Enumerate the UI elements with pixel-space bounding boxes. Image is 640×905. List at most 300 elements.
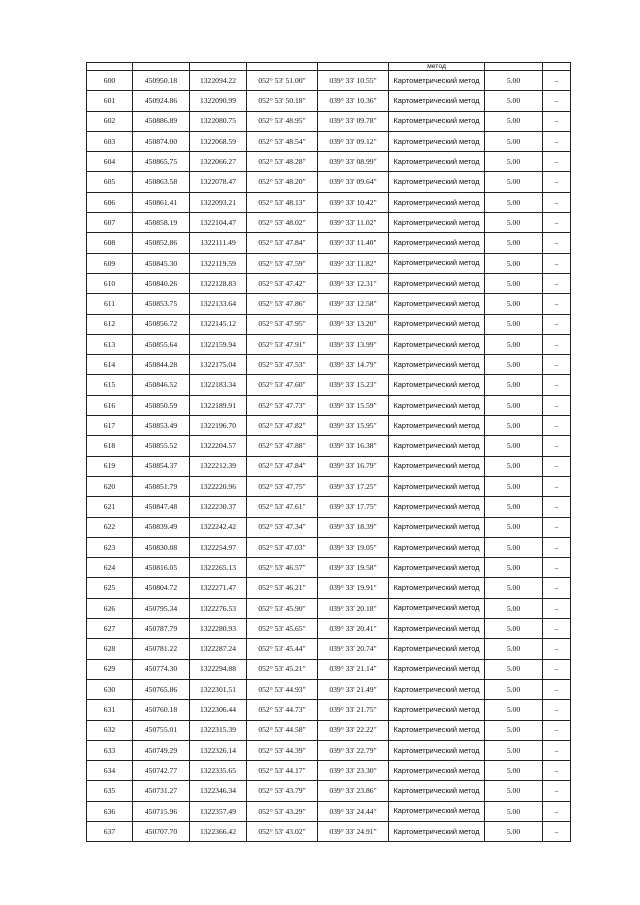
cell-y: 1322145.12 xyxy=(190,314,247,334)
cell-note: – xyxy=(543,395,571,415)
table-row xyxy=(87,639,571,659)
table-row xyxy=(87,395,571,415)
cell-lat: 052° 53' 45.21" xyxy=(247,659,318,679)
cell-note: – xyxy=(543,801,571,821)
cell-x: 450858.19 xyxy=(133,213,190,233)
cell-method: Картометрический метод xyxy=(389,720,485,740)
cell-note: – xyxy=(543,740,571,760)
cell-y: 1322301.51 xyxy=(190,679,247,699)
cell-lat: 052° 53' 46.21" xyxy=(247,578,318,598)
cell-num: 623 xyxy=(87,537,133,557)
cell-y: 1322111.49 xyxy=(190,233,247,253)
cell-method: Картометрический метод xyxy=(389,639,485,659)
cell-method: Картометрический метод xyxy=(389,111,485,131)
cell-x: 450715.96 xyxy=(133,801,190,821)
cell-lon: 039° 33' 12.58" xyxy=(318,294,389,314)
cell-x: 450787.79 xyxy=(133,619,190,639)
cell-y: 1322094.22 xyxy=(190,71,247,91)
cell-num: 609 xyxy=(87,253,133,273)
cell-lon: 039° 33' 19.05" xyxy=(318,537,389,557)
cell-num: 608 xyxy=(87,233,133,253)
cell-accuracy: 5.00 xyxy=(485,578,543,598)
cell-lat: 052° 53' 48.02" xyxy=(247,213,318,233)
cell-accuracy: 5.00 xyxy=(485,253,543,273)
cell-y: 1322093.21 xyxy=(190,192,247,212)
cell-note: – xyxy=(543,761,571,781)
cell-accuracy: 5.00 xyxy=(485,334,543,354)
cell-num: 624 xyxy=(87,558,133,578)
table-row xyxy=(87,91,571,111)
cell-lat: 052° 53' 48.20" xyxy=(247,172,318,192)
cell-note: – xyxy=(543,517,571,537)
cell-num: 622 xyxy=(87,517,133,537)
cell-x: 450765.86 xyxy=(133,679,190,699)
cell-lat: 052° 53' 47.42" xyxy=(247,273,318,293)
cell-x: 450846.52 xyxy=(133,375,190,395)
table-row xyxy=(87,578,571,598)
cell-x: 450830.08 xyxy=(133,537,190,557)
table-row xyxy=(87,71,571,91)
cell-num: 626 xyxy=(87,598,133,618)
cell-y: 1322287.24 xyxy=(190,639,247,659)
cell-accuracy: 5.00 xyxy=(485,781,543,801)
cell-lat: 052° 53' 47.60" xyxy=(247,375,318,395)
cell-lon: 039° 33' 18.39" xyxy=(318,517,389,537)
table-row xyxy=(87,294,571,314)
cell-x: 450742.77 xyxy=(133,761,190,781)
cell-method: Картометрический метод xyxy=(389,152,485,172)
cell-lon: 039° 33' 15.59" xyxy=(318,395,389,415)
cell-x: 450863.58 xyxy=(133,172,190,192)
cell-lon: 039° 33' 22.79" xyxy=(318,740,389,760)
cell-accuracy: 5.00 xyxy=(485,598,543,618)
cell-lon: 039° 33' 08.99" xyxy=(318,152,389,172)
cell-x: 450844.28 xyxy=(133,355,190,375)
cell-accuracy: 5.00 xyxy=(485,355,543,375)
cell-lat: 052° 53' 44.39" xyxy=(247,740,318,760)
cell-y: 1322159.94 xyxy=(190,334,247,354)
cell-note: – xyxy=(543,253,571,273)
cell-num: 604 xyxy=(87,152,133,172)
cell-lon: 039° 33' 11.40" xyxy=(318,233,389,253)
cell-lat: 052° 53' 51.00" xyxy=(247,71,318,91)
cell-accuracy: 5.00 xyxy=(485,821,543,841)
cell-accuracy: 5.00 xyxy=(485,740,543,760)
cell-method: Картометрический метод xyxy=(389,578,485,598)
cell-y: 1322183.34 xyxy=(190,375,247,395)
cell-num: 606 xyxy=(87,192,133,212)
cell-num xyxy=(87,63,133,71)
cell-num: 617 xyxy=(87,416,133,436)
table-body xyxy=(87,63,571,842)
cell-note: – xyxy=(543,416,571,436)
cell-x: 450850.59 xyxy=(133,395,190,415)
cell-lat: 052° 53' 48.13" xyxy=(247,192,318,212)
cell-lon: 039° 33' 09.12" xyxy=(318,131,389,151)
cell-lon: 039° 33' 23.86" xyxy=(318,781,389,801)
table-row xyxy=(87,375,571,395)
cell-accuracy: 5.00 xyxy=(485,679,543,699)
cell-accuracy: 5.00 xyxy=(485,639,543,659)
cell-lon: 039° 33' 23.30" xyxy=(318,761,389,781)
cell-accuracy: 5.00 xyxy=(485,172,543,192)
table-row xyxy=(87,517,571,537)
coordinates-table xyxy=(86,62,571,842)
cell-accuracy: 5.00 xyxy=(485,314,543,334)
cell-method: Картометрический метод xyxy=(389,456,485,476)
cell-x: 450816.05 xyxy=(133,558,190,578)
cell-num: 632 xyxy=(87,720,133,740)
cell-lon: 039° 33' 24.44" xyxy=(318,801,389,821)
cell-lon: 039° 33' 21.14" xyxy=(318,659,389,679)
table-row xyxy=(87,436,571,456)
cell-y: 1322080.75 xyxy=(190,111,247,131)
cell-accuracy: 5.00 xyxy=(485,659,543,679)
table-row xyxy=(87,416,571,436)
cell-lon: 039° 33' 16.79" xyxy=(318,456,389,476)
table-row xyxy=(87,740,571,760)
cell-lat: 052° 53' 44.93" xyxy=(247,679,318,699)
table-row xyxy=(87,456,571,476)
cell-lat: 052° 53' 47.95" xyxy=(247,314,318,334)
cell-lat: 052° 53' 45.44" xyxy=(247,639,318,659)
cell-x: 450886.89 xyxy=(133,111,190,131)
cell-y: 1322366.42 xyxy=(190,821,247,841)
cell-accuracy: 5.00 xyxy=(485,152,543,172)
cell-y: 1322346.34 xyxy=(190,781,247,801)
cell-y: 1322271.47 xyxy=(190,578,247,598)
cell-note: – xyxy=(543,131,571,151)
cell-lat: 052° 53' 44.73" xyxy=(247,700,318,720)
cell-lon: 039° 33' 12.31" xyxy=(318,273,389,293)
cell-method: Картометрический метод xyxy=(389,497,485,517)
cell-y: 1322276.53 xyxy=(190,598,247,618)
cell-accuracy: 5.00 xyxy=(485,720,543,740)
cell-note: – xyxy=(543,720,571,740)
cell-accuracy: 5.00 xyxy=(485,700,543,720)
cell-lon: 039° 33' 11.82" xyxy=(318,253,389,273)
cell-note: – xyxy=(543,91,571,111)
cell-note: – xyxy=(543,537,571,557)
table-row xyxy=(87,761,571,781)
table-row-continued xyxy=(87,63,571,71)
cell-note: – xyxy=(543,497,571,517)
table-row xyxy=(87,619,571,639)
cell-y: 1322078.47 xyxy=(190,172,247,192)
cell-y: 1322196.70 xyxy=(190,416,247,436)
cell-method: Картометрический метод xyxy=(389,801,485,821)
cell-y: 1322280.93 xyxy=(190,619,247,639)
cell-accuracy: 5.00 xyxy=(485,619,543,639)
cell-note: – xyxy=(543,476,571,496)
cell-y: 1322335.65 xyxy=(190,761,247,781)
cell-method: Картометрический метод xyxy=(389,416,485,436)
cell-y: 1322265.13 xyxy=(190,558,247,578)
cell-note: – xyxy=(543,436,571,456)
cell-lat: 052° 53' 44.17" xyxy=(247,761,318,781)
cell-accuracy: 5.00 xyxy=(485,294,543,314)
cell-x: 450853.75 xyxy=(133,294,190,314)
cell-lat: 052° 53' 46.57" xyxy=(247,558,318,578)
cell-y: 1322294.88 xyxy=(190,659,247,679)
table-row xyxy=(87,334,571,354)
cell-lon: 039° 33' 10.55" xyxy=(318,71,389,91)
cell-note: – xyxy=(543,233,571,253)
cell-note: – xyxy=(543,192,571,212)
cell-num: 630 xyxy=(87,679,133,699)
cell-lat: 052° 53' 48.28" xyxy=(247,152,318,172)
cell-method: Картометрический метод xyxy=(389,537,485,557)
cell-method: Картометрический метод xyxy=(389,476,485,496)
cell-method: Картометрический метод xyxy=(389,294,485,314)
cell-y: 1322119.59 xyxy=(190,253,247,273)
cell-x: 450855.52 xyxy=(133,436,190,456)
cell-lon: 039° 33' 15.95" xyxy=(318,416,389,436)
cell-note: – xyxy=(543,619,571,639)
cell-lat: 052° 53' 47.61" xyxy=(247,497,318,517)
cell-num: 611 xyxy=(87,294,133,314)
cell-lon: 039° 33' 14.79" xyxy=(318,355,389,375)
cell-x: 450781.22 xyxy=(133,639,190,659)
cell-accuracy: 5.00 xyxy=(485,801,543,821)
cell-num: 613 xyxy=(87,334,133,354)
cell-y: 1322315.39 xyxy=(190,720,247,740)
cell-num: 631 xyxy=(87,700,133,720)
cell-x: 450865.75 xyxy=(133,152,190,172)
cell-num: 636 xyxy=(87,801,133,821)
cell-lon: 039° 33' 22.22" xyxy=(318,720,389,740)
cell-method: Картометрический метод xyxy=(389,558,485,578)
cell-accuracy: 5.00 xyxy=(485,131,543,151)
cell-lon: 039° 33' 19.58" xyxy=(318,558,389,578)
cell-lat xyxy=(247,63,318,71)
cell-method: Картометрический метод xyxy=(389,355,485,375)
cell-num: 615 xyxy=(87,375,133,395)
cell-x: 450851.79 xyxy=(133,476,190,496)
cell-x: 450854.37 xyxy=(133,456,190,476)
cell-lat: 052° 53' 47.91" xyxy=(247,334,318,354)
cell-accuracy: 5.00 xyxy=(485,192,543,212)
table-row xyxy=(87,700,571,720)
cell-accuracy: 5.00 xyxy=(485,395,543,415)
cell-note: – xyxy=(543,456,571,476)
table-row xyxy=(87,476,571,496)
cell-method: метод xyxy=(389,63,485,71)
cell-accuracy: 5.00 xyxy=(485,476,543,496)
cell-method: Картометрический метод xyxy=(389,740,485,760)
cell-x: 450840.26 xyxy=(133,273,190,293)
cell-method: Картометрический метод xyxy=(389,213,485,233)
cell-x: 450839.49 xyxy=(133,517,190,537)
table-row xyxy=(87,537,571,557)
cell-note: – xyxy=(543,294,571,314)
cell-lon: 039° 33' 13.20" xyxy=(318,314,389,334)
cell-x: 450874.00 xyxy=(133,131,190,151)
cell-method: Картометрический метод xyxy=(389,253,485,273)
cell-note: – xyxy=(543,314,571,334)
table-row xyxy=(87,273,571,293)
cell-num: 602 xyxy=(87,111,133,131)
table-row xyxy=(87,679,571,699)
cell-x: 450847.48 xyxy=(133,497,190,517)
cell-method: Картометрический метод xyxy=(389,131,485,151)
table-row xyxy=(87,131,571,151)
cell-x: 450795.34 xyxy=(133,598,190,618)
cell-accuracy: 5.00 xyxy=(485,233,543,253)
cell-num: 603 xyxy=(87,131,133,151)
cell-method: Картометрический метод xyxy=(389,821,485,841)
cell-accuracy: 5.00 xyxy=(485,761,543,781)
cell-method: Картометрический метод xyxy=(389,619,485,639)
cell-lon: 039° 33' 11.02" xyxy=(318,213,389,233)
table-row xyxy=(87,659,571,679)
cell-y: 1322220.96 xyxy=(190,476,247,496)
cell-num: 616 xyxy=(87,395,133,415)
cell-x: 450855.64 xyxy=(133,334,190,354)
cell-x: 450852.86 xyxy=(133,233,190,253)
table-row xyxy=(87,598,571,618)
cell-lat: 052° 53' 45.65" xyxy=(247,619,318,639)
cell-lat: 052° 53' 47.84" xyxy=(247,456,318,476)
cell-y: 1322175.04 xyxy=(190,355,247,375)
cell-lon: 039° 33' 21.75" xyxy=(318,700,389,720)
cell-num: 612 xyxy=(87,314,133,334)
table-row xyxy=(87,801,571,821)
table-row xyxy=(87,355,571,375)
cell-y: 1322306.44 xyxy=(190,700,247,720)
cell-num: 627 xyxy=(87,619,133,639)
cell-lat: 052° 53' 47.75" xyxy=(247,476,318,496)
table-row xyxy=(87,152,571,172)
cell-method: Картометрический метод xyxy=(389,233,485,253)
cell-method: Картометрический метод xyxy=(389,314,485,334)
cell-num: 621 xyxy=(87,497,133,517)
cell-method: Картометрический метод xyxy=(389,71,485,91)
cell-accuracy: 5.00 xyxy=(485,375,543,395)
cell-y: 1322090.99 xyxy=(190,91,247,111)
cell-accuracy: 5.00 xyxy=(485,416,543,436)
cell-method: Картометрический метод xyxy=(389,679,485,699)
cell-y: 1322230.37 xyxy=(190,497,247,517)
cell-method: Картометрический метод xyxy=(389,273,485,293)
cell-num: 618 xyxy=(87,436,133,456)
cell-lon: 039° 33' 21.49" xyxy=(318,679,389,699)
table-row xyxy=(87,314,571,334)
cell-note: – xyxy=(543,700,571,720)
cell-y: 1322357.49 xyxy=(190,801,247,821)
cell-x: 450804.72 xyxy=(133,578,190,598)
cell-note: – xyxy=(543,659,571,679)
cell-accuracy: 5.00 xyxy=(485,558,543,578)
cell-lat: 052° 53' 47.86" xyxy=(247,294,318,314)
cell-accuracy: 5.00 xyxy=(485,436,543,456)
cell-num: 605 xyxy=(87,172,133,192)
cell-note: – xyxy=(543,213,571,233)
cell-lon: 039° 33' 10.36" xyxy=(318,91,389,111)
cell-num: 625 xyxy=(87,578,133,598)
cell-method: Картометрический метод xyxy=(389,91,485,111)
cell-note: – xyxy=(543,679,571,699)
cell-y: 1322068.59 xyxy=(190,131,247,151)
cell-lat: 052° 53' 47.59" xyxy=(247,253,318,273)
cell-y xyxy=(190,63,247,71)
cell-note: – xyxy=(543,821,571,841)
cell-y: 1322189.91 xyxy=(190,395,247,415)
cell-x: 450749.29 xyxy=(133,740,190,760)
cell-x: 450853.49 xyxy=(133,416,190,436)
cell-accuracy: 5.00 xyxy=(485,71,543,91)
table-row xyxy=(87,172,571,192)
cell-accuracy: 5.00 xyxy=(485,537,543,557)
cell-lat: 052° 53' 47.73" xyxy=(247,395,318,415)
cell-y: 1322066.27 xyxy=(190,152,247,172)
cell-x: 450845.30 xyxy=(133,253,190,273)
table-row xyxy=(87,497,571,517)
cell-num: 628 xyxy=(87,639,133,659)
cell-y: 1322128.83 xyxy=(190,273,247,293)
cell-lon xyxy=(318,63,389,71)
cell-note: – xyxy=(543,172,571,192)
cell-x: 450731.27 xyxy=(133,781,190,801)
cell-x: 450755.01 xyxy=(133,720,190,740)
cell-accuracy: 5.00 xyxy=(485,273,543,293)
cell-accuracy: 5.00 xyxy=(485,497,543,517)
cell-method: Картометрический метод xyxy=(389,375,485,395)
cell-x: 450774.30 xyxy=(133,659,190,679)
table-row xyxy=(87,821,571,841)
table-row xyxy=(87,111,571,131)
cell-y: 1322212.39 xyxy=(190,456,247,476)
cell-lat: 052° 53' 48.54" xyxy=(247,131,318,151)
cell-lon: 039° 33' 13.99" xyxy=(318,334,389,354)
cell-num: 635 xyxy=(87,781,133,801)
cell-note: – xyxy=(543,355,571,375)
cell-method: Картометрический метод xyxy=(389,395,485,415)
table-row xyxy=(87,213,571,233)
table-row xyxy=(87,781,571,801)
cell-lon: 039° 33' 09.78" xyxy=(318,111,389,131)
cell-lat: 052° 53' 47.53" xyxy=(247,355,318,375)
cell-note: – xyxy=(543,71,571,91)
cell-note: – xyxy=(543,375,571,395)
cell-lon: 039° 33' 20.74" xyxy=(318,639,389,659)
cell-method: Картометрический метод xyxy=(389,172,485,192)
table-row xyxy=(87,253,571,273)
cell-lon: 039° 33' 20.18" xyxy=(318,598,389,618)
table-row xyxy=(87,558,571,578)
cell-accuracy: 5.00 xyxy=(485,213,543,233)
cell-note: – xyxy=(543,578,571,598)
cell-lat: 052° 53' 43.79" xyxy=(247,781,318,801)
cell-note: – xyxy=(543,598,571,618)
cell-method: Картометрический метод xyxy=(389,700,485,720)
cell-method: Картометрический метод xyxy=(389,517,485,537)
cell-note: – xyxy=(543,639,571,659)
cell-note xyxy=(543,63,571,71)
cell-num: 634 xyxy=(87,761,133,781)
cell-num: 633 xyxy=(87,740,133,760)
cell-lat: 052° 53' 43.29" xyxy=(247,801,318,821)
cell-lon: 039° 33' 09.64" xyxy=(318,172,389,192)
cell-num: 601 xyxy=(87,91,133,111)
cell-num: 629 xyxy=(87,659,133,679)
cell-lon: 039° 33' 17.25" xyxy=(318,476,389,496)
cell-accuracy: 5.00 xyxy=(485,91,543,111)
cell-lon: 039° 33' 16.38" xyxy=(318,436,389,456)
cell-x: 450950.18 xyxy=(133,71,190,91)
cell-lat: 052° 53' 47.88" xyxy=(247,436,318,456)
cell-y: 1322204.57 xyxy=(190,436,247,456)
